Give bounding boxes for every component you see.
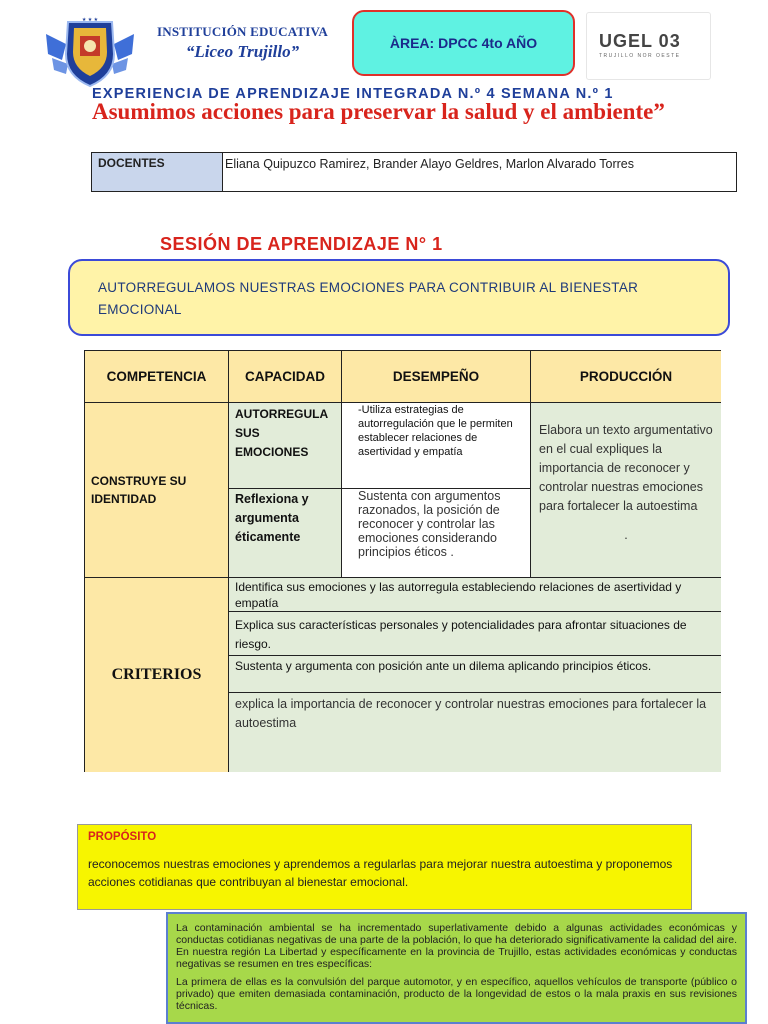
main-title: Asumimos acciones para preservar la salud y el ambiente” (92, 99, 665, 124)
produccion-text: Elabora un texto argumentativo en el cual expliques la importancia de reconocer y controlar nuestras emociones para fortalecer la autoestima (539, 423, 713, 513)
svg-text:★ ★ ★: ★ ★ ★ (81, 17, 99, 23)
criterio-3: Sustenta y argumenta con posición ante un dilema aplicando principios éticos. (229, 656, 721, 693)
header-competencia: COMPETENCIA (85, 351, 229, 403)
produccion-cell (531, 403, 721, 578)
desempeno-cell-2 (342, 489, 531, 578)
header-desempeno: DESEMPEÑO (342, 351, 531, 403)
desempeno-1-text: -Utiliza estrategias de autorregulación que le permiten establecer relaciones de asertividad y empatía (358, 404, 513, 458)
ugel-logo-subtext: TRUJILLO NOR OESTE (599, 53, 681, 59)
institution-name: INSTITUCIÓN EDUCATIVA (157, 24, 328, 39)
capacidad-cell-2 (229, 489, 342, 578)
proposito-title: PROPÓSITO (88, 831, 157, 843)
institution-crest-logo (44, 14, 136, 88)
criterio-2: Explica sus características personales y potencialidades para afrontar situaciones de riesgo. (229, 612, 721, 656)
competency-table (84, 350, 721, 772)
criterios-label: CRITERIOS (111, 666, 202, 683)
institution-subtitle: “Liceo Trujillo” (185, 42, 300, 61)
session-banner: AUTORREGULAMOS NUESTRAS EMOCIONES PARA CONTRIBUIR AL BIENESTAR EMOCIONAL (68, 259, 730, 336)
context-box (166, 912, 747, 1024)
competencia-cell (85, 403, 229, 578)
ugel-logo-text: UGEL 03 (599, 31, 681, 51)
desempeno-cell-1 (342, 403, 531, 489)
context-paragraph-1: La contaminación ambiental se ha incrementado superlativamente debido a algunas actividades económicas y conductas cotidianas negativas de una parte de la población, lo que ha deteriorado significativamente la calidad del aire. En nuestra región La Libertad y específicamente en la provincia de Trujillo, estas actividades económicas y conductas negativas se resumen en tres específicas: (176, 922, 737, 970)
proposito-box (77, 824, 692, 910)
area-label: ÀREA: DPCC 4to AÑO (389, 35, 538, 51)
docentes-table (91, 152, 737, 192)
desempeno-2-text: Sustenta con argumentos razonados, la posición de reconocer y controlar las emociones considerando principios éticos . (358, 489, 501, 559)
criterio-1: Identifica sus emociones y las autorregula estableciendo relaciones de asertividad y empatía (229, 578, 721, 612)
area-badge (352, 10, 575, 76)
capacidad-2-text: Reflexiona y argumenta éticamente (235, 492, 309, 544)
context-paragraph-2: La primera de ellas es la convulsión del parque automotor, y en específico, aquellos vehículos de transporte (público o privado) que emiten demasiada contaminación, producto de la longevidad de estos o la mala praxis en sus revisiones técnicas. (176, 976, 737, 1012)
header-capacidad: CAPACIDAD (229, 351, 342, 403)
docentes-label: DOCENTES (92, 153, 223, 191)
session-title: SESIÓN DE APRENDIZAJE N° 1 (160, 234, 443, 254)
ugel-logo (586, 12, 711, 80)
capacidad-1-text: AUTORREGULA SUS EMOCIONES (235, 407, 328, 459)
produccion-dot: . (624, 528, 628, 542)
experience-title: EXPERIENCIA DE APRENDIZAJE INTEGRADA N.º 4 SEMANA N.º 1 (92, 86, 614, 102)
criterio-4: explica la importancia de reconocer y controlar nuestras emociones para fortalecer la autoestima (229, 693, 721, 772)
proposito-text: reconocemos nuestras emociones y aprendemos a regularlas para mejorar nuestra autoestima y proponemos acciones cotidianas que contribuyan al bienestar emocional. (88, 857, 673, 889)
competencia-text: CONSTRUYE SU IDENTIDAD (91, 474, 187, 506)
capacidad-cell-1 (229, 403, 342, 489)
criterios-cell (85, 578, 229, 772)
docentes-names: Eliana Quipuzco Ramirez, Brander Alayo Geldres, Marlon Alvarado Torres (225, 157, 634, 171)
header-produccion: PRODUCCIÓN (531, 351, 721, 403)
